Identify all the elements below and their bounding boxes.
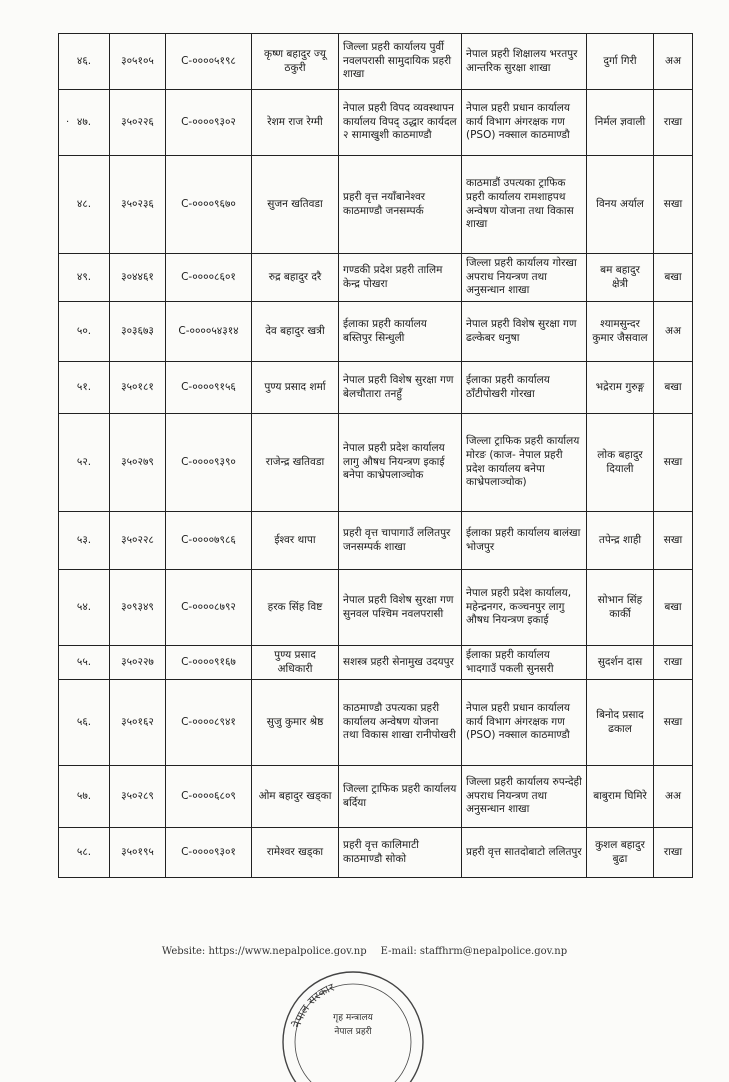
employee-id-cell: ३५०२३६ [110, 156, 166, 254]
employee-id-cell: ३०९३४९ [110, 570, 166, 646]
code-cell: C-००००८७९२ [166, 570, 252, 646]
name-cell: सुजु कुमार श्रेष्ठ [252, 680, 339, 766]
name-cell: देव बहादुर खत्री [252, 302, 339, 362]
serial-cell: ५७. [59, 766, 110, 828]
current-office-cell: नेपाल प्रहरी विशेष सुरक्षा गण सुनवल पश्चिम नवलपरासी [339, 570, 462, 646]
table-row [59, 254, 693, 302]
rank-cell: राखा [654, 646, 693, 680]
employee-id-cell: ३५०२२६ [110, 90, 166, 156]
current-office-cell: सशस्त्र प्रहरी सेनामुख उदयपुर [339, 646, 462, 680]
seal-line1: नेपाल सरकार [290, 980, 336, 1030]
serial-cell: ५३. [59, 512, 110, 570]
employee-id-cell: ३५०२२७ [110, 646, 166, 680]
new-office-cell: नेपाल प्रहरी प्रदेश कार्यालय, महेन्द्रनगर, कञ्चनपुर लागु औषध नियन्त्रण इकाई [462, 570, 587, 646]
rank-cell: सखा [654, 680, 693, 766]
table-row [59, 828, 693, 878]
code-cell: C-००००७९८६ [166, 512, 252, 570]
replacement-name-cell: बम बहादुर क्षेत्री [587, 254, 654, 302]
current-office-cell: जिल्ला प्रहरी कार्यालय पुर्वी नवलपरासी सामुदायिक प्रहरी शाखा [339, 34, 462, 90]
rank-cell: बखा [654, 254, 693, 302]
code-cell: C-००००८९४१ [166, 680, 252, 766]
table-row [59, 414, 693, 512]
replacement-name-cell: कुशल बहादुर बुढा [587, 828, 654, 878]
stray-mark: · [66, 117, 70, 128]
current-office-cell: गण्डकी प्रदेश प्रहरी तालिम केन्द्र पोखरा [339, 254, 462, 302]
current-office-cell: काठमाण्डौ उपत्यका प्रहरी कार्यालय अन्वेषण योजना तथा विकास शाखा रानीपोखरी [339, 680, 462, 766]
employee-id-cell: ३५०१९५ [110, 828, 166, 878]
serial-cell: ५६. [59, 680, 110, 766]
replacement-name-cell: सुदर्शन दास [587, 646, 654, 680]
serial-cell: ५५. [59, 646, 110, 680]
seal-line2: गृह मन्त्रालय [333, 1013, 373, 1023]
new-office-cell: नेपाल प्रहरी प्रधान कार्यालय कार्य विभाग अंगरक्षक गण (PSO) नक्साल काठमाण्डौ [462, 680, 587, 766]
replacement-name-cell: तपेन्द्र शाही [587, 512, 654, 570]
name-cell: ओम बहादुर खड्का [252, 766, 339, 828]
name-cell: पुण्य प्रसाद अधिकारी [252, 646, 339, 680]
footer [0, 946, 729, 957]
footer-email: E-mail: staffhrm@nepalpolice.gov.np [380, 946, 568, 957]
employee-id-cell: ३५०२२८ [110, 512, 166, 570]
serial-cell: ५०. [59, 302, 110, 362]
current-office-cell: नेपाल प्रहरी विशेष सुरक्षा गण बेलचौतारा तनहुँ [339, 362, 462, 414]
footer-website: Website: https://www.nepalpolice.gov.np [161, 946, 367, 957]
replacement-name-cell: विनय अर्याल [587, 156, 654, 254]
new-office-cell: नेपाल प्रहरी शिक्षालय भरतपुर आन्तरिक सुरक्षा शाखा [462, 34, 587, 90]
replacement-name-cell: भद्रेराम गुरुङ्ग [587, 362, 654, 414]
table-row [59, 766, 693, 828]
serial-cell: ४८. [59, 156, 110, 254]
transfer-table [58, 33, 693, 878]
serial-cell: ४९. [59, 254, 110, 302]
new-office-cell: प्रहरी वृत्त सातदोबाटो ललितपुर [462, 828, 587, 878]
employee-id-cell: ३०४४६१ [110, 254, 166, 302]
table-row [59, 362, 693, 414]
code-cell: C-००००९३९० [166, 414, 252, 512]
name-cell: हरक सिंह विष्ट [252, 570, 339, 646]
rank-cell: अअ [654, 766, 693, 828]
current-office-cell: जिल्ला ट्राफिक प्रहरी कार्यालय बर्दिया [339, 766, 462, 828]
code-cell: C-००००९१६७ [166, 646, 252, 680]
new-office-cell: जिल्ला प्रहरी कार्यालय रुपन्देही अपराध नियन्त्रण तथा अनुसन्धान शाखा [462, 766, 587, 828]
replacement-name-cell: बिनोद प्रसाद ढकाल [587, 680, 654, 766]
official-seal [268, 962, 438, 1082]
serial-cell: ५१. [59, 362, 110, 414]
name-cell: पुण्य प्रसाद शर्मा [252, 362, 339, 414]
name-cell: कृष्ण बहादुर ज्यू ठकुरी [252, 34, 339, 90]
table-row [59, 34, 693, 90]
name-cell: राजेन्द्र खतिवडा [252, 414, 339, 512]
current-office-cell: ईलाका प्रहरी कार्यालय बस्तिपुर सिन्धुली [339, 302, 462, 362]
current-office-cell: नेपाल प्रहरी प्रदेश कार्यालय लागु औषध नियन्त्रण इकाई बनेपा काभ्रेपलाञ्चोक [339, 414, 462, 512]
table-row [59, 90, 693, 156]
serial-cell: ४७. [59, 90, 110, 156]
new-office-cell: जिल्ला प्रहरी कार्यालय गोरखा अपराध नियन्त्रण तथा अनुसन्धान शाखा [462, 254, 587, 302]
replacement-name-cell: बाबुराम घिमिरे [587, 766, 654, 828]
new-office-cell: काठमाडौं उपत्यका ट्राफिक प्रहरी कार्यालय रामशाहपथ अन्वेषण योजना तथा विकास शाखा [462, 156, 587, 254]
table-row [59, 570, 693, 646]
employee-id-cell: ३५०२७९ [110, 414, 166, 512]
new-office-cell: नेपाल प्रहरी प्रधान कार्यालय कार्य विभाग अंगरक्षक गण (PSO) नक्साल काठमाण्डौ [462, 90, 587, 156]
code-cell: C-००००८६०१ [166, 254, 252, 302]
code-cell: C-००००९६७० [166, 156, 252, 254]
seal-line3: नेपाल प्रहरी [334, 1027, 372, 1037]
code-cell: C-००००९१५६ [166, 362, 252, 414]
code-cell: C-००००९३०१ [166, 828, 252, 878]
new-office-cell: नेपाल प्रहरी विशेष सुरक्षा गण ढल्केबर धनुषा [462, 302, 587, 362]
serial-cell: ४६. [59, 34, 110, 90]
table-row [59, 156, 693, 254]
rank-cell: अअ [654, 34, 693, 90]
rank-cell: सखा [654, 512, 693, 570]
employee-id-cell: ३०३६७३ [110, 302, 166, 362]
rank-cell: राखा [654, 90, 693, 156]
name-cell: ईश्वर थापा [252, 512, 339, 570]
code-cell: C-००००६८०९ [166, 766, 252, 828]
new-office-cell: ईलाका प्रहरी कार्यालय बालंखा भोजपुर [462, 512, 587, 570]
table-row [59, 512, 693, 570]
rank-cell: बखा [654, 362, 693, 414]
current-office-cell: नेपाल प्रहरी विपद व्यवस्थापन कार्यालय विपद् उद्धार कार्यदल २ सामाखुशी काठमाण्डौ [339, 90, 462, 156]
table-row [59, 302, 693, 362]
rank-cell: अअ [654, 302, 693, 362]
code-cell: C-००००५१९८ [166, 34, 252, 90]
name-cell: रुद्र बहादुर दरै [252, 254, 339, 302]
replacement-name-cell: लोक बहादुर दियाली [587, 414, 654, 512]
current-office-cell: प्रहरी वृत्त नयाँबानेश्वर काठमाण्डौ जनसम्पर्क [339, 156, 462, 254]
employee-id-cell: ३५०१६२ [110, 680, 166, 766]
name-cell: रेशम राज रेग्मी [252, 90, 339, 156]
employee-id-cell: ३५०२८९ [110, 766, 166, 828]
replacement-name-cell: दुर्गा गिरी [587, 34, 654, 90]
new-office-cell: ईलाका प्रहरी कार्यालय भादगाउँ पकली सुनसरी [462, 646, 587, 680]
rank-cell: राखा [654, 828, 693, 878]
serial-cell: ५४. [59, 570, 110, 646]
new-office-cell: ईलाका प्रहरी कार्यालय ठाँटीपोखरी गोरखा [462, 362, 587, 414]
employee-id-cell: ३५०१८१ [110, 362, 166, 414]
table-row [59, 680, 693, 766]
current-office-cell: प्रहरी वृत्त कालिमाटी काठमाण्डौ सोको [339, 828, 462, 878]
table-row [59, 646, 693, 680]
employee-id-cell: ३०५१०५ [110, 34, 166, 90]
rank-cell: सखा [654, 156, 693, 254]
name-cell: रामेश्वर खड्का [252, 828, 339, 878]
rank-cell: बखा [654, 570, 693, 646]
replacement-name-cell: सोभान सिंह कार्की [587, 570, 654, 646]
svg-text:नेपाल सरकार [290, 981, 336, 1030]
replacement-name-cell: श्यामसुन्दर कुमार जैसवाल [587, 302, 654, 362]
new-office-cell: जिल्ला ट्राफिक प्रहरी कार्यालय मोरङ (काज- नेपाल प्रहरी प्रदेश कार्यालय बनेपा काभ्रेपलाञ्चोक) [462, 414, 587, 512]
serial-cell: ५८. [59, 828, 110, 878]
rank-cell: सखा [654, 414, 693, 512]
name-cell: सुजन खतिवडा [252, 156, 339, 254]
code-cell: C-००००९३०२ [166, 90, 252, 156]
code-cell: C-००००५४३१४ [166, 302, 252, 362]
replacement-name-cell: निर्मल ज्ञवाली [587, 90, 654, 156]
serial-cell: ५२. [59, 414, 110, 512]
current-office-cell: प्रहरी वृत्त चापागाउँ ललितपुर जनसम्पर्क शाखा [339, 512, 462, 570]
